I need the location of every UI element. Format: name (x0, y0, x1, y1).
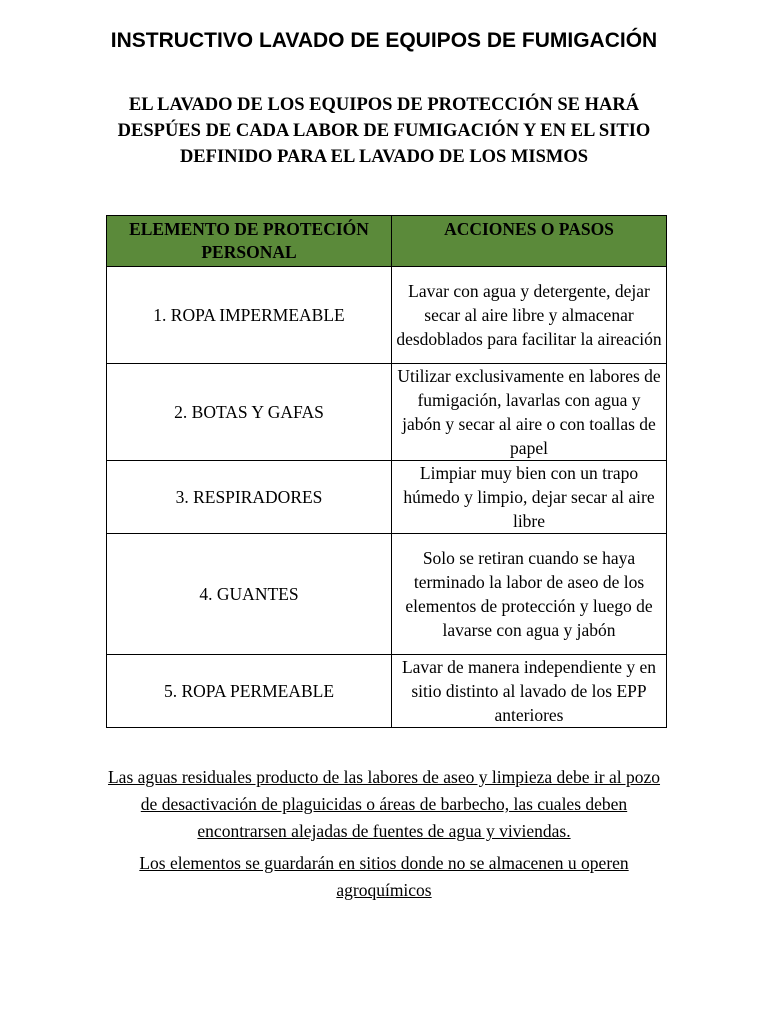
row-action: Utilizar exclusivamente en labores de fumigación, lavarlas con agua y jabón y secar al aire o con toallas de papel (392, 364, 667, 461)
row-element: 5. ROPA PERMEABLE (107, 655, 392, 728)
table-header-row (107, 216, 667, 267)
table-row (107, 267, 667, 364)
row-action: Limpiar muy bien con un trapo húmedo y limpio, dejar secar al aire libre (392, 461, 667, 534)
row-element: 2. BOTAS Y GAFAS (107, 364, 392, 461)
table-row (107, 655, 667, 728)
header-actions: ACCIONES O PASOS (392, 216, 667, 267)
header-element: ELEMENTO DE PROTECIÓN PERSONAL (107, 216, 392, 267)
row-element: 4. GUANTES (107, 534, 392, 655)
table-row (107, 364, 667, 461)
intro-paragraph: EL LAVADO DE LOS EQUIPOS DE PROTECCIÓN SE HARÁ DESPÚES DE CADA LABOR DE FUMIGACIÓN Y EN EL SITIO DEFINIDO PARA EL LAVADO DE LOS MISMOS (117, 95, 651, 167)
storage-note: Los elementos se guardarán en sitios donde no se almacenen u operen agroquímicos (139, 853, 629, 900)
row-action: Lavar de manera independiente y en sitio distinto al lavado de los EPP anteriores (392, 655, 667, 728)
table-row (107, 534, 667, 655)
table-row (107, 461, 667, 534)
row-action: Lavar con agua y detergente, dejar secar al aire libre y almacenar desdoblados para facilitar la aireación (392, 267, 667, 364)
row-element: 1. ROPA IMPERMEABLE (107, 267, 392, 364)
epp-table (106, 215, 667, 728)
row-element: 3. RESPIRADORES (107, 461, 392, 534)
document-title: INSTRUCTIVO LAVADO DE EQUIPOS DE FUMIGACIÓN (110, 29, 658, 52)
row-action: Solo se retiran cuando se haya terminado la labor de aseo de los elementos de protección y luego de lavarse con agua y jabón (392, 534, 667, 655)
wastewater-note: Las aguas residuales producto de las labores de aseo y limpieza debe ir al pozo de desactivación de plaguicidas o áreas de barbecho, las cuales deben encontrarsen alejadas de fuentes de agua y viviendas. (107, 767, 661, 841)
